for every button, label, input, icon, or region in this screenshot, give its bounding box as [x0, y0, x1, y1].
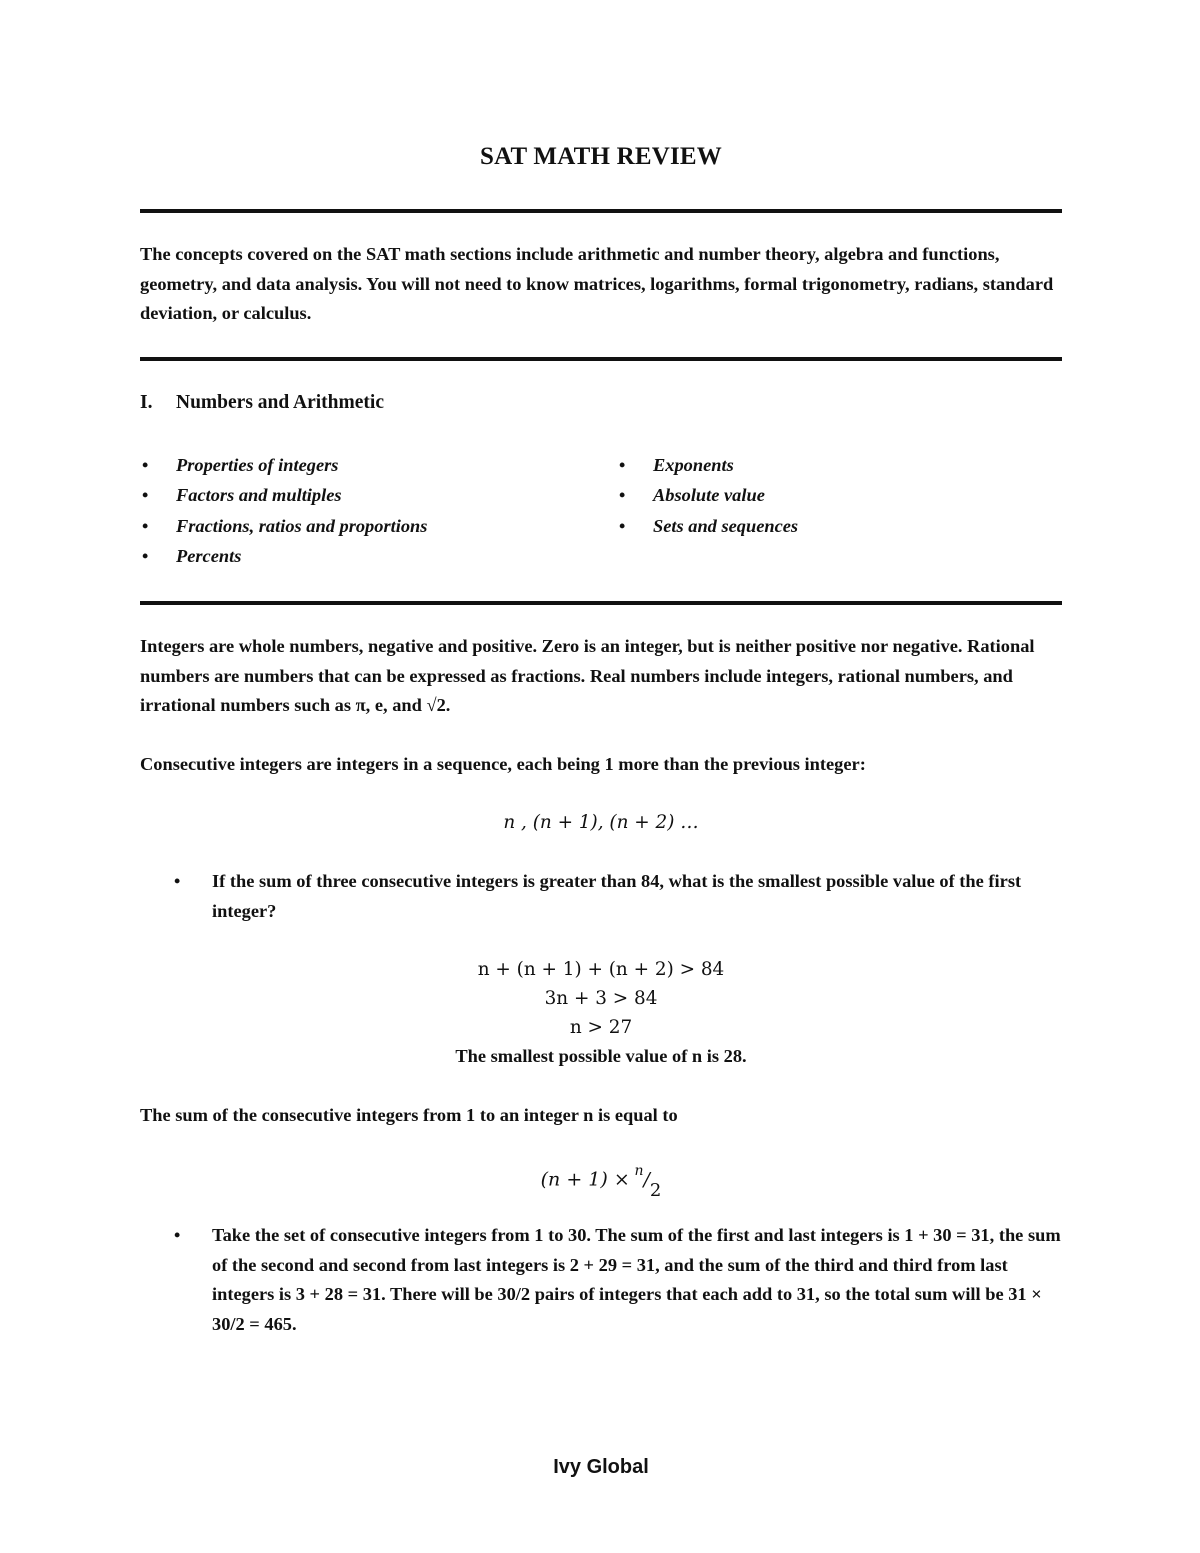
- fraction-numerator: n: [634, 1163, 644, 1179]
- divider: [140, 601, 1062, 605]
- example-answer: The smallest possible value of n is 28.: [455, 1046, 747, 1066]
- consecutive-intro: Consecutive integers are integers in a sequence, each being 1 more than the previous integer:: [140, 754, 866, 774]
- consecutive-formula: n , (n + 1), (n + 2) …: [503, 812, 699, 833]
- example-question: • If the sum of three consecutive integers is greater than 84, what is the smallest possible value of the first integer?: [212, 867, 1062, 926]
- list-item: • Factors and multiples: [140, 480, 610, 510]
- list-item: • Exponents: [617, 450, 1057, 480]
- topic-list-right: [617, 450, 1057, 541]
- document-page: [140, 0, 1062, 1553]
- list-item: • Percents: [140, 541, 610, 571]
- list-item: • Sets and sequences: [617, 511, 1057, 541]
- section-title: Numbers and Arithmetic: [176, 392, 384, 413]
- fraction: $^n/_2$: [634, 1163, 662, 1202]
- topic-list-left: [140, 450, 610, 571]
- divider: [140, 209, 1062, 213]
- list-item: • Fractions, ratios and proportions: [140, 511, 610, 541]
- sum-formula-left: (n + 1) ×: [540, 1168, 630, 1191]
- example-two: • Take the set of consecutive integers from 1 to 30. The sum of the first and last integers is 1 + 30 = 31, the sum of the second and second from last integers is 2 + 29 = 31, and the sum of the third and third from last integers is 3 + 28 = 31. There will be 30/2 pairs of integers that each add to 31, so the total sum will be 31 × 30/2 = 465.: [212, 1221, 1062, 1339]
- intro-paragraph: The concepts covered on the SAT math sections include arithmetic and number theory, algebra and functions, geometry, and data analysis. You will not need to know matrices, logarithms, formal trigonometry, radians, standard deviation, or calculus.: [140, 244, 1054, 323]
- equation-step: 3n + 3 > 84: [544, 988, 658, 1009]
- sum-intro: The sum of the consecutive integers from 1 to an integer n is equal to: [140, 1105, 678, 1125]
- divider: [140, 357, 1062, 361]
- equation-step: n > 27: [569, 1017, 633, 1038]
- sum-formula: [140, 1160, 1062, 1202]
- footer-brand: Ivy Global: [553, 1456, 649, 1478]
- list-item: • Properties of integers: [140, 450, 610, 480]
- list-item: • Absolute value: [617, 480, 1057, 510]
- equation-step: n + (n + 1) + (n + 2) > 84: [477, 959, 725, 980]
- fraction-denominator: 2: [649, 1180, 662, 1202]
- page-title: SAT MATH REVIEW: [480, 143, 722, 170]
- section-number: I.: [140, 392, 153, 413]
- section-heading: [140, 392, 384, 414]
- integers-paragraph: Integers are whole numbers, negative and positive. Zero is an integer, but is neither positive nor negative. Rational numbers are numbers that can be expressed as fractions. Real numbers include integers, rational numbers, and irrational numbers such as π, e, and √2.: [140, 636, 1035, 715]
